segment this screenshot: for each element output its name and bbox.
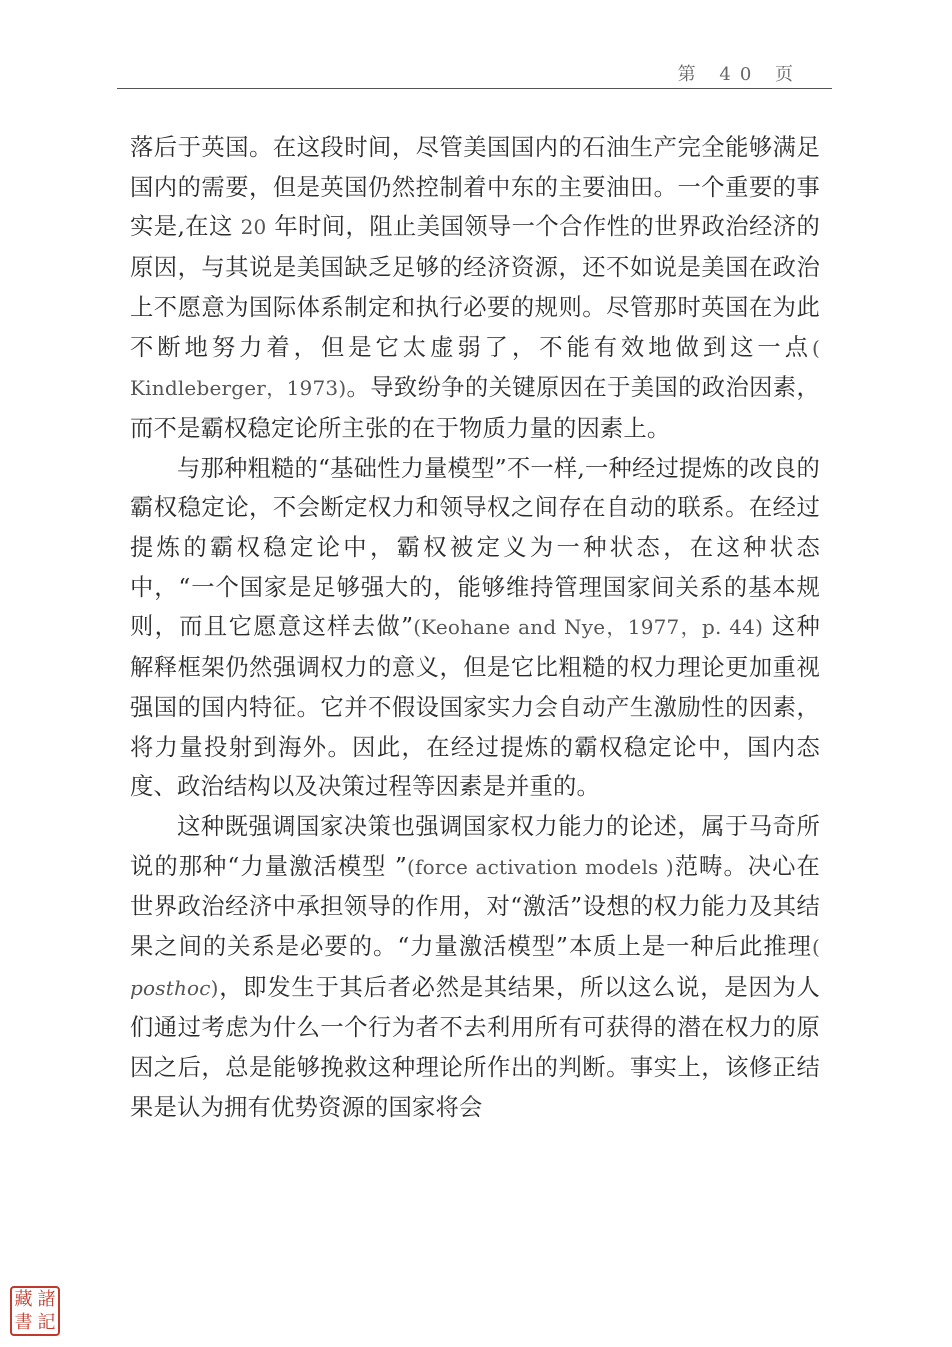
seal-char: 藏 — [14, 1288, 33, 1310]
page-header — [117, 56, 832, 89]
latin-text-segment: ( — [811, 935, 820, 960]
paragraph — [130, 449, 820, 807]
seal-char: 記 — [37, 1311, 56, 1333]
paragraph — [130, 807, 820, 1128]
body-text — [130, 128, 820, 1128]
text-segment: 范畴。决心在世界政治经济中承担领导的作用，对“激活”设想的权力能力及其结果之间的关系是必要的。“力量激活模型”本质上是一种后此推理 — [130, 852, 821, 961]
text-segment: 。导致纷争的关键原因在于美国的政治因素，而不是霸权稳定论所主张的在于物质力量的因素上。 — [130, 374, 820, 442]
text-segment: ，即发生于其后者必然是其结果，所以这么说，是因为人们通过考虑为什么一个行为者不去利用所有可获得的潜在权力的原因之后，总是能够挽救这种理论所作出的判断。事实上，该修正结果是认为拥有优势资源的国家将会 — [130, 973, 820, 1121]
latin-text-segment: (Keohane and Nye，1977，p. 44) — [413, 615, 764, 640]
text-segment: 与那种粗糙的“基础性力量模型”不一样,一种经过提炼的改良的霸权稳定论，不会断定权力和领导权之间存在自动的联系。在经过提炼的霸权稳定论中，霸权被定义为一种状态，在这种状态中，“一个国家是足够强大的，能够维持管理国家间关系的基本规则，而且它愿意这样去做” — [130, 454, 820, 641]
text-segment: 这种解释框架仍然强调权力的意义，但是它比粗糙的权力理论更加重视强国的国内特征。它并不假设国家实力会自动产生激励性的因素，将力量投射到海外。因此，在经过提炼的霸权稳定论中，国内态度、政治结构以及决策过程等因素是并重的。 — [130, 613, 820, 801]
latin-text-segment: 20 — [240, 215, 267, 240]
latin-text-segment: posthoc — [130, 975, 211, 1000]
latin-text-segment: ( Kindleberger，1973) — [130, 335, 820, 401]
text-segment: 年时间，阻止美国领导一个合作性的世界政治经济的原因，与其说是美国缺乏足够的经济资源，还不如说是美国在政治上不愿意为国际体系制定和执行必要的规则。尽管那时英国在为此不断地努力着，但是它太虚弱了，不能有效地做到这一点 — [130, 213, 820, 361]
latin-text-segment: (force activation models ) — [407, 854, 674, 879]
text-segment: 落后于英国。在这段时间，尽管美国国内的石油生产完全能够满足国内的需要，但是英国仍然控制着中东的主要油田。一个重要的事实是,在这 — [130, 134, 820, 241]
seal-char: 諸 — [37, 1288, 56, 1310]
latin-text-segment: ) — [210, 975, 219, 1000]
page-number: 第 40 页 — [677, 64, 802, 85]
text-segment: 这种既强调国家决策也强调国家权力能力的论述，属于马奇所说的那种“力量激活模型 ” — [130, 812, 820, 880]
paragraph — [130, 128, 820, 449]
library-seal-stamp — [10, 1286, 60, 1336]
seal-char: 書 — [14, 1311, 33, 1333]
